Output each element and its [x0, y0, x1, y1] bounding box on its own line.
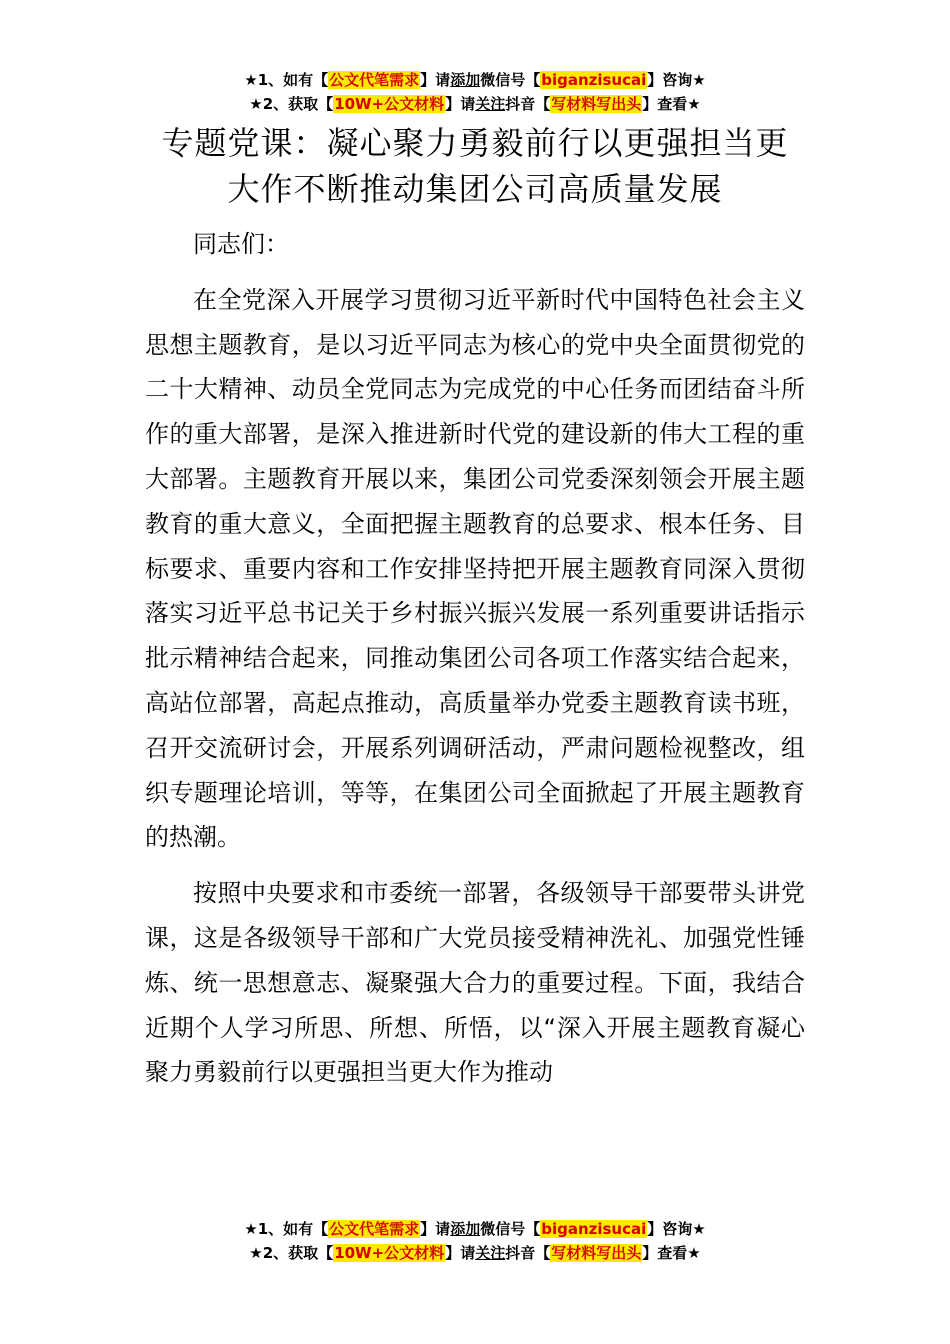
promo-line-2: [0, 1241, 950, 1265]
promo-highlight: 公文代笔需求: [329, 71, 420, 89]
title-line-1: 专题党课：凝心聚力勇毅前行以更强担当更: [161, 124, 789, 162]
promo-highlight: 10W+公文材料: [334, 1244, 445, 1262]
promo-text: 】请: [445, 1244, 476, 1262]
document-title: [120, 120, 830, 212]
promo-text: 微信号【: [480, 1220, 541, 1238]
promo-text: 】咨询★: [647, 1220, 706, 1238]
promo-highlight: 公文代笔需求: [329, 1220, 420, 1238]
promo-line-1: [0, 68, 950, 92]
promo-text: ★1、如有【: [244, 71, 329, 89]
document-body: [145, 222, 805, 1095]
promo-text: 抖音【: [505, 1244, 551, 1262]
promo-text: 】请: [420, 1220, 451, 1238]
promo-highlight-douyin: 写材料写出头: [551, 1244, 642, 1262]
promo-text: ★2、获取【: [249, 95, 334, 113]
promo-banner-top: [0, 68, 950, 116]
promo-highlight-douyin: 写材料写出头: [551, 95, 642, 113]
salutation: 同志们：: [193, 230, 289, 258]
promo-line-1: [0, 1217, 950, 1241]
promo-text: 微信号【: [480, 71, 541, 89]
promo-underlined: 关注: [475, 1244, 506, 1262]
promo-underlined: 关注: [475, 95, 506, 113]
promo-highlight-wechat: biganzisucai: [541, 71, 647, 89]
promo-text: 】请: [420, 71, 451, 89]
paragraph-1: 在全党深入开展学习贯彻习近平新时代中国特色社会主义思想主题教育，是以习近平同志为核心的党中央全面贯彻党的二十大精神、动员全党同志为完成党的中心任务而团结奋斗所作的重大部署，是深入推进新时代党的建设新的伟大工程的重大部署。主题教育开展以来，集团公司党委深刻领会开展主题教育的重大意义，全面把握主题教育的总要求、根本任务、目标要求、重要内容和工作安排坚持把开展主题教育同深入贯彻落实习近平总书记关于乡村振兴振兴发展一系列重要讲话指示批示精神结合起来，同推动集团公司各项工作落实结合起来，高站位部署，高起点推动，高质量举办党委主题教育读书班，召开交流研讨会，开展系列调研活动，严肃问题检视整改，组织专题理论培训，等等，在集团公司全面掀起了开展主题教育的热潮。: [145, 285, 805, 852]
promo-text: 】查看★: [642, 95, 701, 113]
title-line-2: 大作不断推动集团公司高质量发展: [227, 170, 723, 208]
promo-line-2: [0, 92, 950, 116]
promo-highlight: 10W+公文材料: [334, 95, 445, 113]
promo-text: 抖音【: [505, 95, 551, 113]
promo-banner-bottom: [0, 1217, 950, 1265]
promo-underlined: 添加: [450, 71, 481, 89]
promo-text: ★1、如有【: [244, 1220, 329, 1238]
promo-text: 】请: [445, 95, 476, 113]
promo-text: 】咨询★: [647, 71, 706, 89]
promo-text: 】查看★: [642, 1244, 701, 1262]
paragraph-2: 按照中央要求和市委统一部署，各级领导干部要带头讲党课，这是各级领导干部和广大党员接受精神洗礼、加强党性锤炼、统一思想意志、凝聚强大合力的重要过程。下面，我结合近期个人学习所思、所想、所悟，以“深入开展主题教育凝心聚力勇毅前行以更强担当更大作为推动: [145, 879, 805, 1087]
promo-underlined: 添加: [450, 1220, 481, 1238]
promo-highlight-wechat: biganzisucai: [541, 1220, 647, 1238]
promo-text: ★2、获取【: [249, 1244, 334, 1262]
